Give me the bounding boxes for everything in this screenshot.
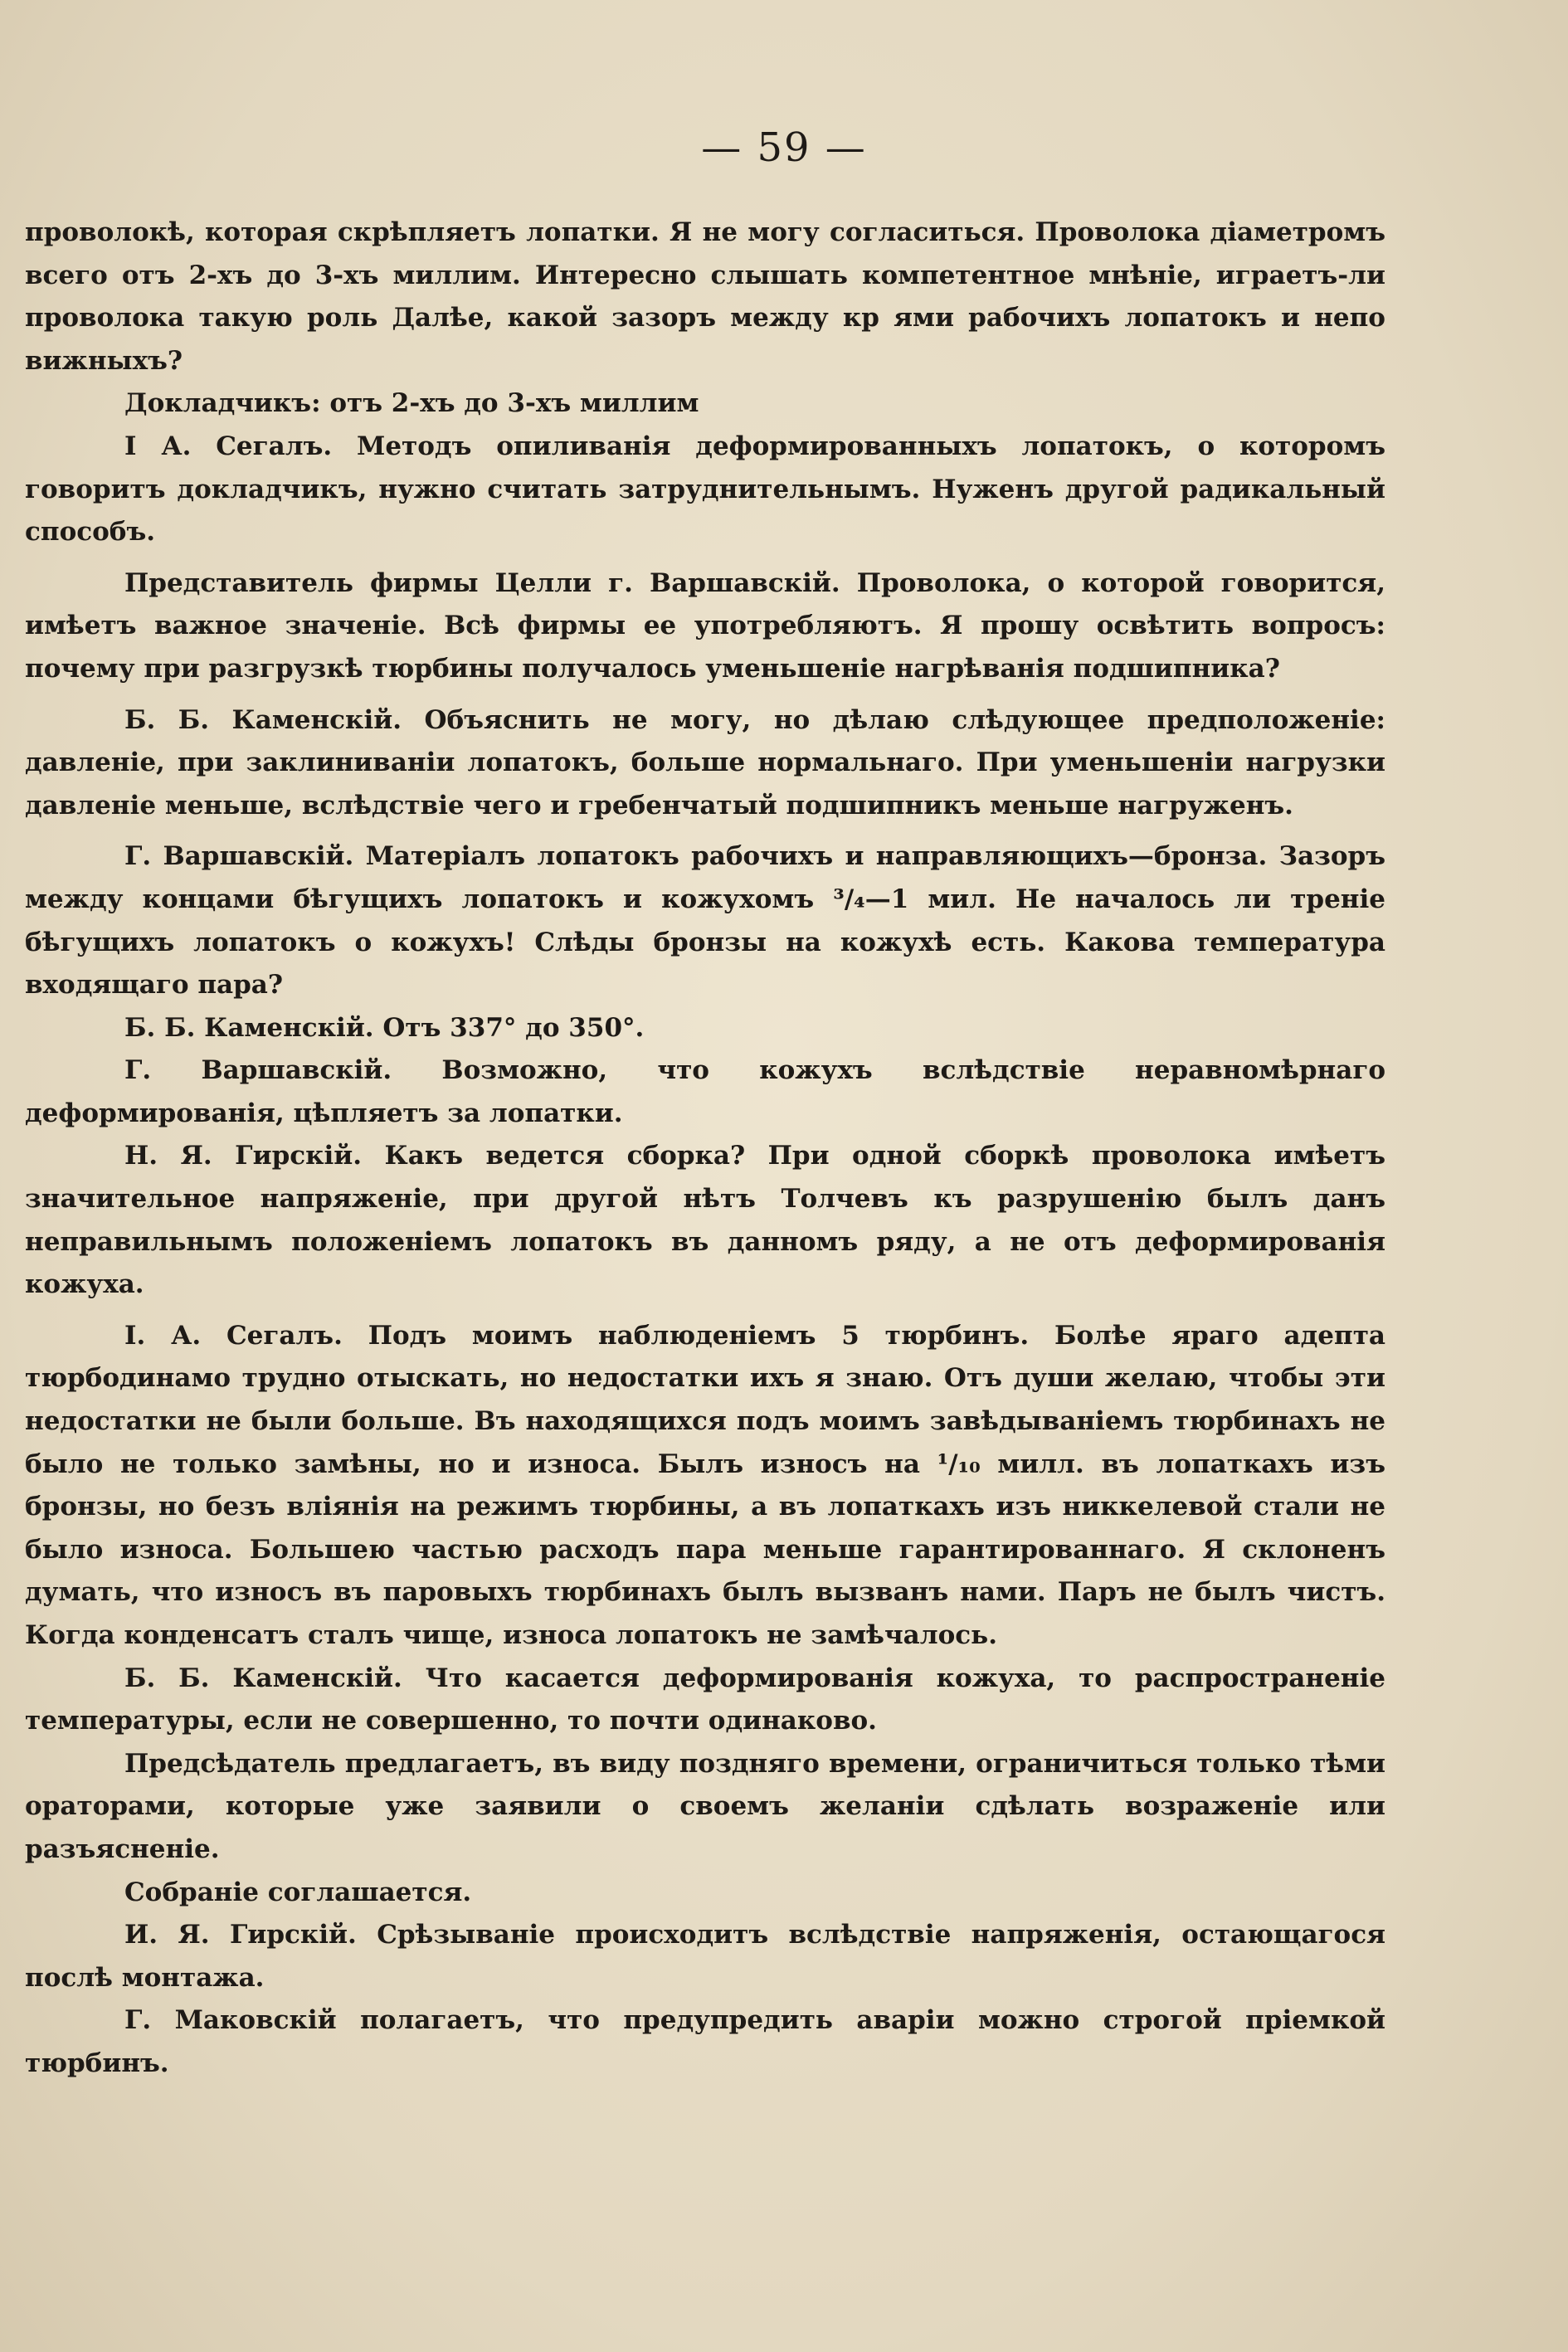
- paragraph: И. Я. Гирскій. Срѣзываніе происходитъ вслѣдствіе напряженія, остающагося послѣ монтажа.: [25, 1920, 1385, 1993]
- paragraph: проволокѣ, которая скрѣпляетъ лопатки. Я не могу согласиться. Проволока діаметромъ всего отъ 2-хъ до 3-хъ миллим. Интересно слышать компетентное мнѣніе, играетъ-ли проволока такую роль Далѣе, какой зазоръ между кр ями рабочихъ лопатокъ и непо вижныхъ?: [25, 217, 1385, 376]
- paragraph: Н. Я. Гирскій. Какъ ведется сборка? При одной сборкѣ проволока имѣетъ значительное напряженіе, при другой нѣтъ Толчевъ къ разрушенію былъ данъ неправильнымъ положеніемъ лопатокъ въ данномъ ряду, а не отъ деформированія кожуха.: [25, 1141, 1385, 1300]
- page-number: — 59 —: [701, 124, 867, 171]
- paragraph: I А. Сегалъ. Методъ опиливанія деформированныхъ лопатокъ, о которомъ говоритъ докладчикъ, нужно считать затруднительнымъ. Нуженъ другой радикальный способъ.: [25, 431, 1385, 548]
- paragraph: Докладчикъ: отъ 2-хъ до 3-хъ миллим: [124, 388, 699, 419]
- paragraph: Г. Варшавскій. Возможно, что кожухъ вслѣдствіе неравномѣрнаго деформированія, цѣпляетъ за лопатки.: [25, 1055, 1385, 1128]
- paragraph: Предсѣдатель предлагаетъ, въ виду поздняго времени, ограничиться только тѣми ораторами, которые уже заявили о своемъ желаніи сдѣлать возраженіе или разъясненіе.: [25, 1748, 1385, 1864]
- body-text: [25, 212, 1385, 2086]
- paragraph: Б. Б. Каменскій. Отъ 337° до 350°.: [124, 1012, 645, 1043]
- paragraph: Представитель фирмы Целли г. Варшавскій. Проволока, о которой говорится, имѣетъ важное значеніе. Всѣ фирмы ее употребляютъ. Я прошу освѣтить вопросъ: почему при разгрузкѣ тюрбины получалось уменьшеніе нагрѣванія подшипника?: [25, 567, 1385, 684]
- paragraph: Б. Б. Каменскій. Объяснить не могу, но дѣлаю слѣдующее предположеніе: давленіе, при заклиниваніи лопатокъ, больше нормальнаго. При уменьшеніи нагрузки давленіе меньше, вслѣдствіе чего и гребенчатый подшипникъ меньше нагруженъ.: [25, 704, 1385, 821]
- paragraph: Г. Варшавскій. Матеріалъ лопатокъ рабочихъ и направляющихъ—бронза. Зазоръ между концами бѣгущихъ лопатокъ и кожухомъ ³/₄—1 мил. Не началось ли треніе бѣгущихъ лопатокъ о кожухъ! Слѣды бронзы на кожухѣ есть. Какова температура входящаго пара?: [25, 841, 1385, 1001]
- paragraph: Г. Маковскій полагаетъ, что предупредить аваріи можно строгой пріемкой тюрбинъ.: [25, 2005, 1385, 2078]
- paragraph: Б. Б. Каменскій. Что касается деформированія кожуха, то распространеніе температуры, если не совершенно, то почти одинаково.: [25, 1663, 1385, 1736]
- paragraph: I. А. Сегалъ. Подъ моимъ наблюденіемъ 5 тюрбинъ. Болѣе яраго адепта тюрбодинамо трудно отыскать, но недостатки ихъ я знаю. Отъ души желаю, чтобы эти недостатки не были больше. Въ находящихся подъ моимъ завѣдываніемъ тюрбинахъ не было не только замѣны, но и износа. Былъ износъ на ¹/₁₀ милл. въ лопаткахъ изъ бронзы, но безъ вліянія на режимъ тюрбины, а въ лопаткахъ изъ никкелевой стали не было износа. Большею частью расходъ пара меньше гарантированнаго. Я склоненъ думать, что износъ въ паровыхъ тюрбинахъ былъ вызванъ нами. Паръ не былъ чистъ. Когда конденсатъ сталъ чище, износа лопатокъ не замѣчалось.: [25, 1320, 1385, 1650]
- paragraph: Собраніе соглашается.: [124, 1877, 472, 1907]
